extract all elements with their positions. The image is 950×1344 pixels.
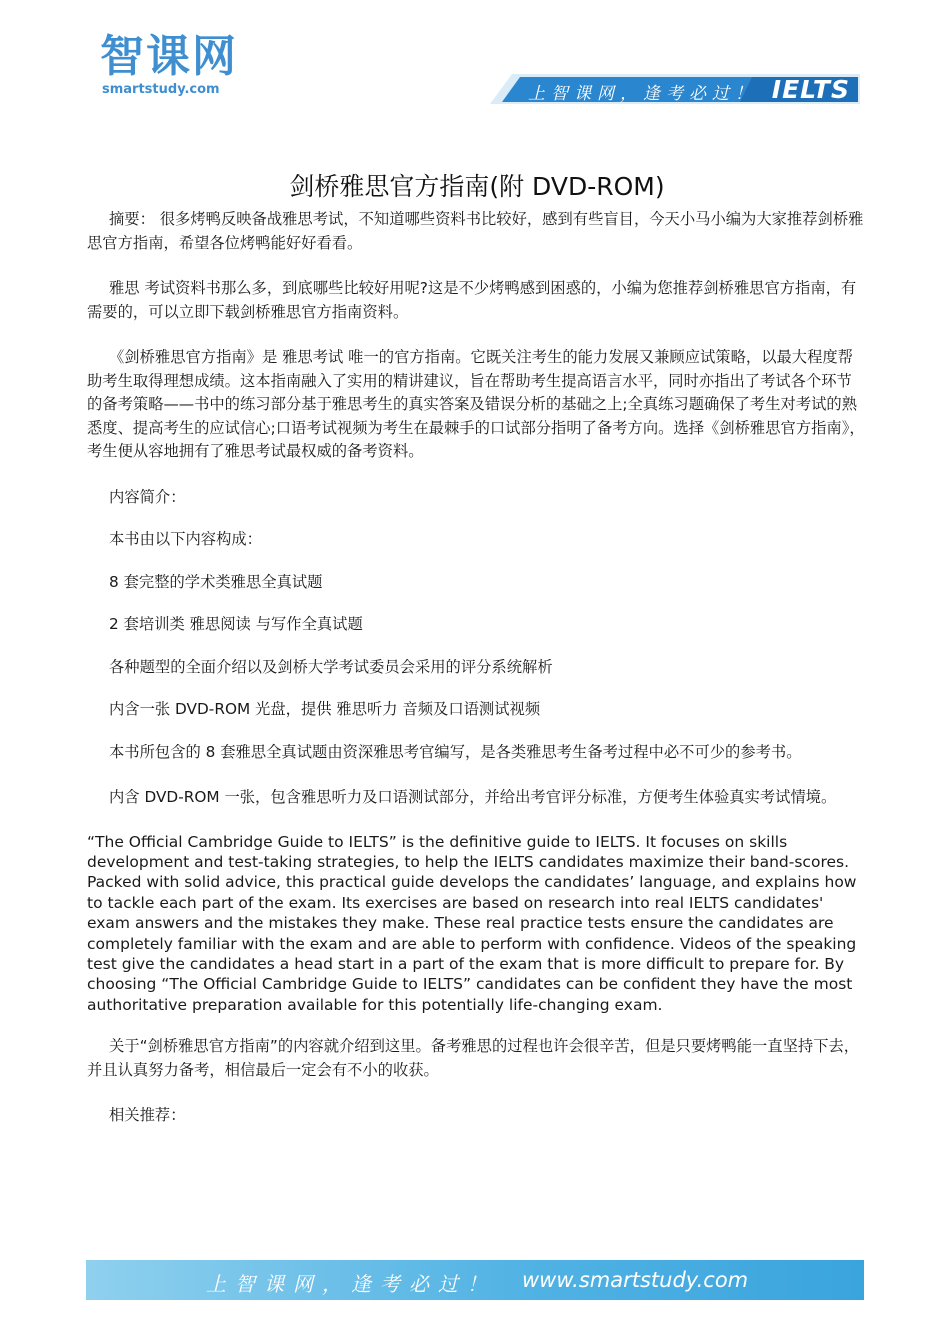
paragraph: 内含 DVD-ROM 一张，包含雅思听力及口语测试部分，并给出考官评分标准，方便考生体验真实考试情境。 <box>109 788 837 806</box>
footer-banner <box>86 1260 864 1300</box>
footer-url[interactable]: www.smartstudy.com <box>522 1268 749 1292</box>
paragraph-related: 相关推荐： <box>109 1106 186 1125</box>
header-banner <box>490 74 860 104</box>
paragraph: 《剑桥雅思官方指南》是 雅思考试 唯一的官方指南。它既关注考生的能力发展又兼顾应试策略，以最大程度帮助考生取得理想成绩。这本指南融入了实用的精讲建议，旨在帮助考生提高语言水平，同时亦指出了考试各个环节的备考策略——书中的练习部分基于雅思考生的真实答案及错误分析的基础之上;全真练习题确保了考生对考试的熟悉度、提高考生的应试信心;口语考试视频为考生在最棘手的口试部分指明了备考方向。选择《剑桥雅思官方指南》，考生便从容地拥有了雅思考试最权威的备考资料。 <box>87 348 865 460</box>
paragraph-english: “The Official Cambridge Guide to IELTS” is the definitive guide to IELTS. It focuses on skills development and test-taking strategies, to help the IELTS candidates maximize their band-scores. Packed with solid advice, this practical guide develops the candidates’ language, and explains how to tackle each part of the exam. Its exercises are based on research into real IELTS candidates' exam answers and the mistakes they make. These real practice tests ensure the candidates are completely familiar with the exam and are able to perform with confidence. Videos of the speaking test give the candidates a head start in a part of the exam that is more difficult to prepare for. By choosing “The Official Cambridge Guide to IELTS” candidates can be confident they have the most authoritative preparation available for this potentially life-changing exam. <box>87 832 857 1014</box>
paragraph-heading: 内容简介： <box>109 487 186 506</box>
footer-slogan: 上智课网，逢考必过！ <box>206 1272 496 1296</box>
document-title: 剑桥雅思官方指南(附 DVD-ROM) <box>289 172 665 201</box>
ielts-badge: IELTS <box>771 75 850 104</box>
list-item: 各种题型的全面介绍以及剑桥大学考试委员会采用的评分系统解析 <box>109 657 553 676</box>
paragraph: 关于“剑桥雅思官方指南”的内容就介绍到这里。备考雅思的过程也许会很辛苦，但是只要烤鸭能一直坚持下去，并且认真努力备考，相信最后一定会有不小的收获。 <box>87 1037 860 1079</box>
logo-url: smartstudy.com <box>102 82 220 97</box>
list-item: 内含一张 DVD-ROM 光盘，提供 雅思听力 音频及口语测试视频 <box>109 700 541 718</box>
document-body <box>87 170 867 1150</box>
paragraph: 本书所包含的 8 套雅思全真试题由资深雅思考官编写，是各类雅思考生备考过程中必不可少的参考书。 <box>109 742 802 761</box>
paragraph: 本书由以下内容构成： <box>109 530 262 548</box>
list-item: 8 套完整的学术类雅思全真试题 <box>109 572 323 591</box>
paragraph-abstract: 摘要： 很多烤鸭反映备战雅思考试，不知道哪些资料书比较好，感到有些盲目，今天小马小编为大家推荐剑桥雅思官方指南，希望各位烤鸭能好好看看。 <box>87 210 864 252</box>
paragraph: 雅思 考试资料书那么多，到底哪些比较好用呢?这是不少烤鸭感到困惑的，小编为您推荐剑桥雅思官方指南，有需要的，可以立即下载剑桥雅思官方指南资料。 <box>87 279 857 321</box>
header-slogan: 上智课网，逢考必过！ <box>528 84 758 104</box>
logo-text: 智课网 <box>100 31 238 82</box>
list-item: 2 套培训类 雅思阅读 与写作全真试题 <box>109 615 363 633</box>
smartstudy-logo <box>100 32 250 102</box>
